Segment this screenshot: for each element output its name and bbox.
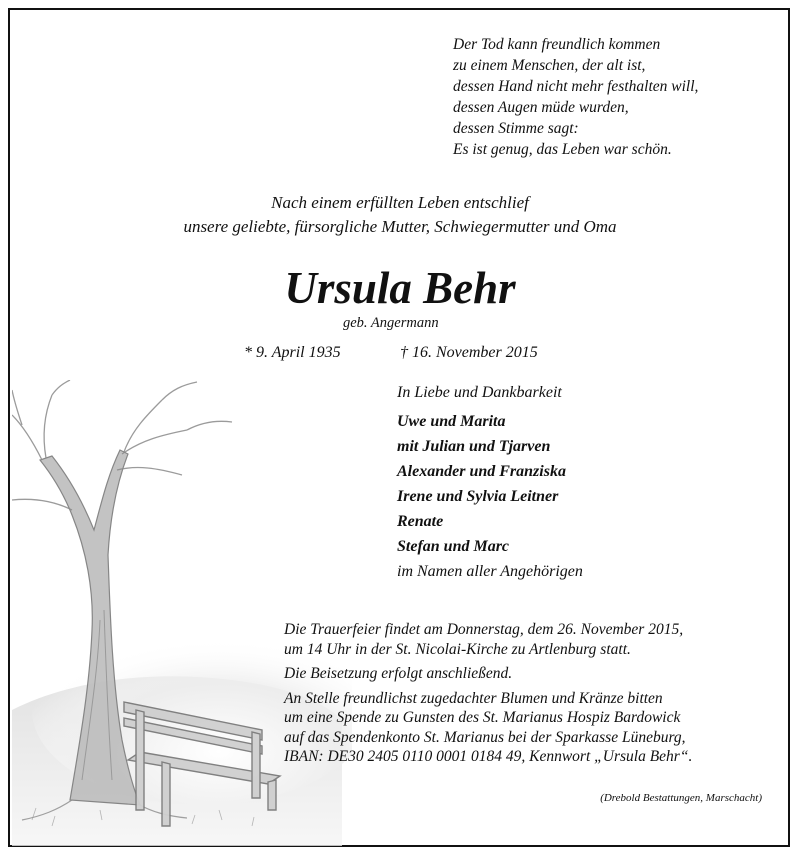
family-opening: In Liebe und Dankbarkeit bbox=[397, 384, 562, 401]
family-member: Renate bbox=[397, 513, 444, 530]
poem-line: zu einem Menschen, der alt ist, bbox=[453, 57, 646, 74]
family-closing: im Namen aller Angehörigen bbox=[397, 563, 583, 580]
donation-line: IBAN: DE30 2405 0110 0001 0184 49, Kennwort „Ursula Behr“. bbox=[284, 748, 693, 765]
family-signatures bbox=[397, 380, 777, 584]
intro-text bbox=[0, 191, 800, 239]
family-member: Uwe und Marita bbox=[397, 413, 506, 430]
donation-line: An Stelle freundlichst zugedachter Blumen und Kränze bitten bbox=[284, 689, 663, 707]
family-member: Alexander und Franziska bbox=[397, 463, 566, 480]
maiden-name: geb. Angermann bbox=[343, 315, 439, 331]
intro-line: unsere geliebte, fürsorgliche Mutter, Schwiegermutter und Oma bbox=[183, 217, 617, 236]
family-member: Stefan und Marc bbox=[397, 538, 510, 555]
tree-bench-illustration bbox=[12, 380, 352, 846]
service-notice bbox=[284, 620, 784, 767]
poem-line: Es ist genug, das Leben war schön. bbox=[453, 141, 672, 158]
donation-line: auf das Spendenkonto St. Marianus bei der Sparkasse Lüneburg, bbox=[284, 728, 686, 746]
deceased-name: Ursula Behr bbox=[284, 263, 516, 313]
death-date: † 16. November 2015 bbox=[400, 344, 538, 361]
poem-line: dessen Hand nicht mehr festhalten will, bbox=[453, 78, 699, 95]
family-member: Irene und Sylvia Leitner bbox=[397, 488, 559, 505]
funeral-home-credit: (Drebold Bestattungen, Marschacht) bbox=[600, 792, 762, 804]
poem-line: dessen Stimme sagt: bbox=[453, 120, 579, 137]
burial-line: Die Beisetzung erfolgt anschließend. bbox=[284, 665, 513, 682]
family-member: mit Julian und Tjarven bbox=[397, 438, 551, 455]
poem bbox=[453, 34, 773, 160]
birth-date: * 9. April 1935 bbox=[244, 344, 341, 361]
poem-line: dessen Augen müde wurden, bbox=[453, 99, 629, 116]
poem-line: Der Tod kann freundlich kommen bbox=[453, 36, 661, 53]
ceremony-line: um 14 Uhr in der St. Nicolai-Kirche zu Artlenburg statt. bbox=[284, 640, 631, 658]
intro-line: Nach einem erfüllten Leben entschlief bbox=[271, 193, 529, 212]
ceremony-line: Die Trauerfeier findet am Donnerstag, dem 26. November 2015, bbox=[284, 621, 684, 638]
donation-line: um eine Spende zu Gunsten des St. Marianus Hospiz Bardowick bbox=[284, 709, 681, 726]
